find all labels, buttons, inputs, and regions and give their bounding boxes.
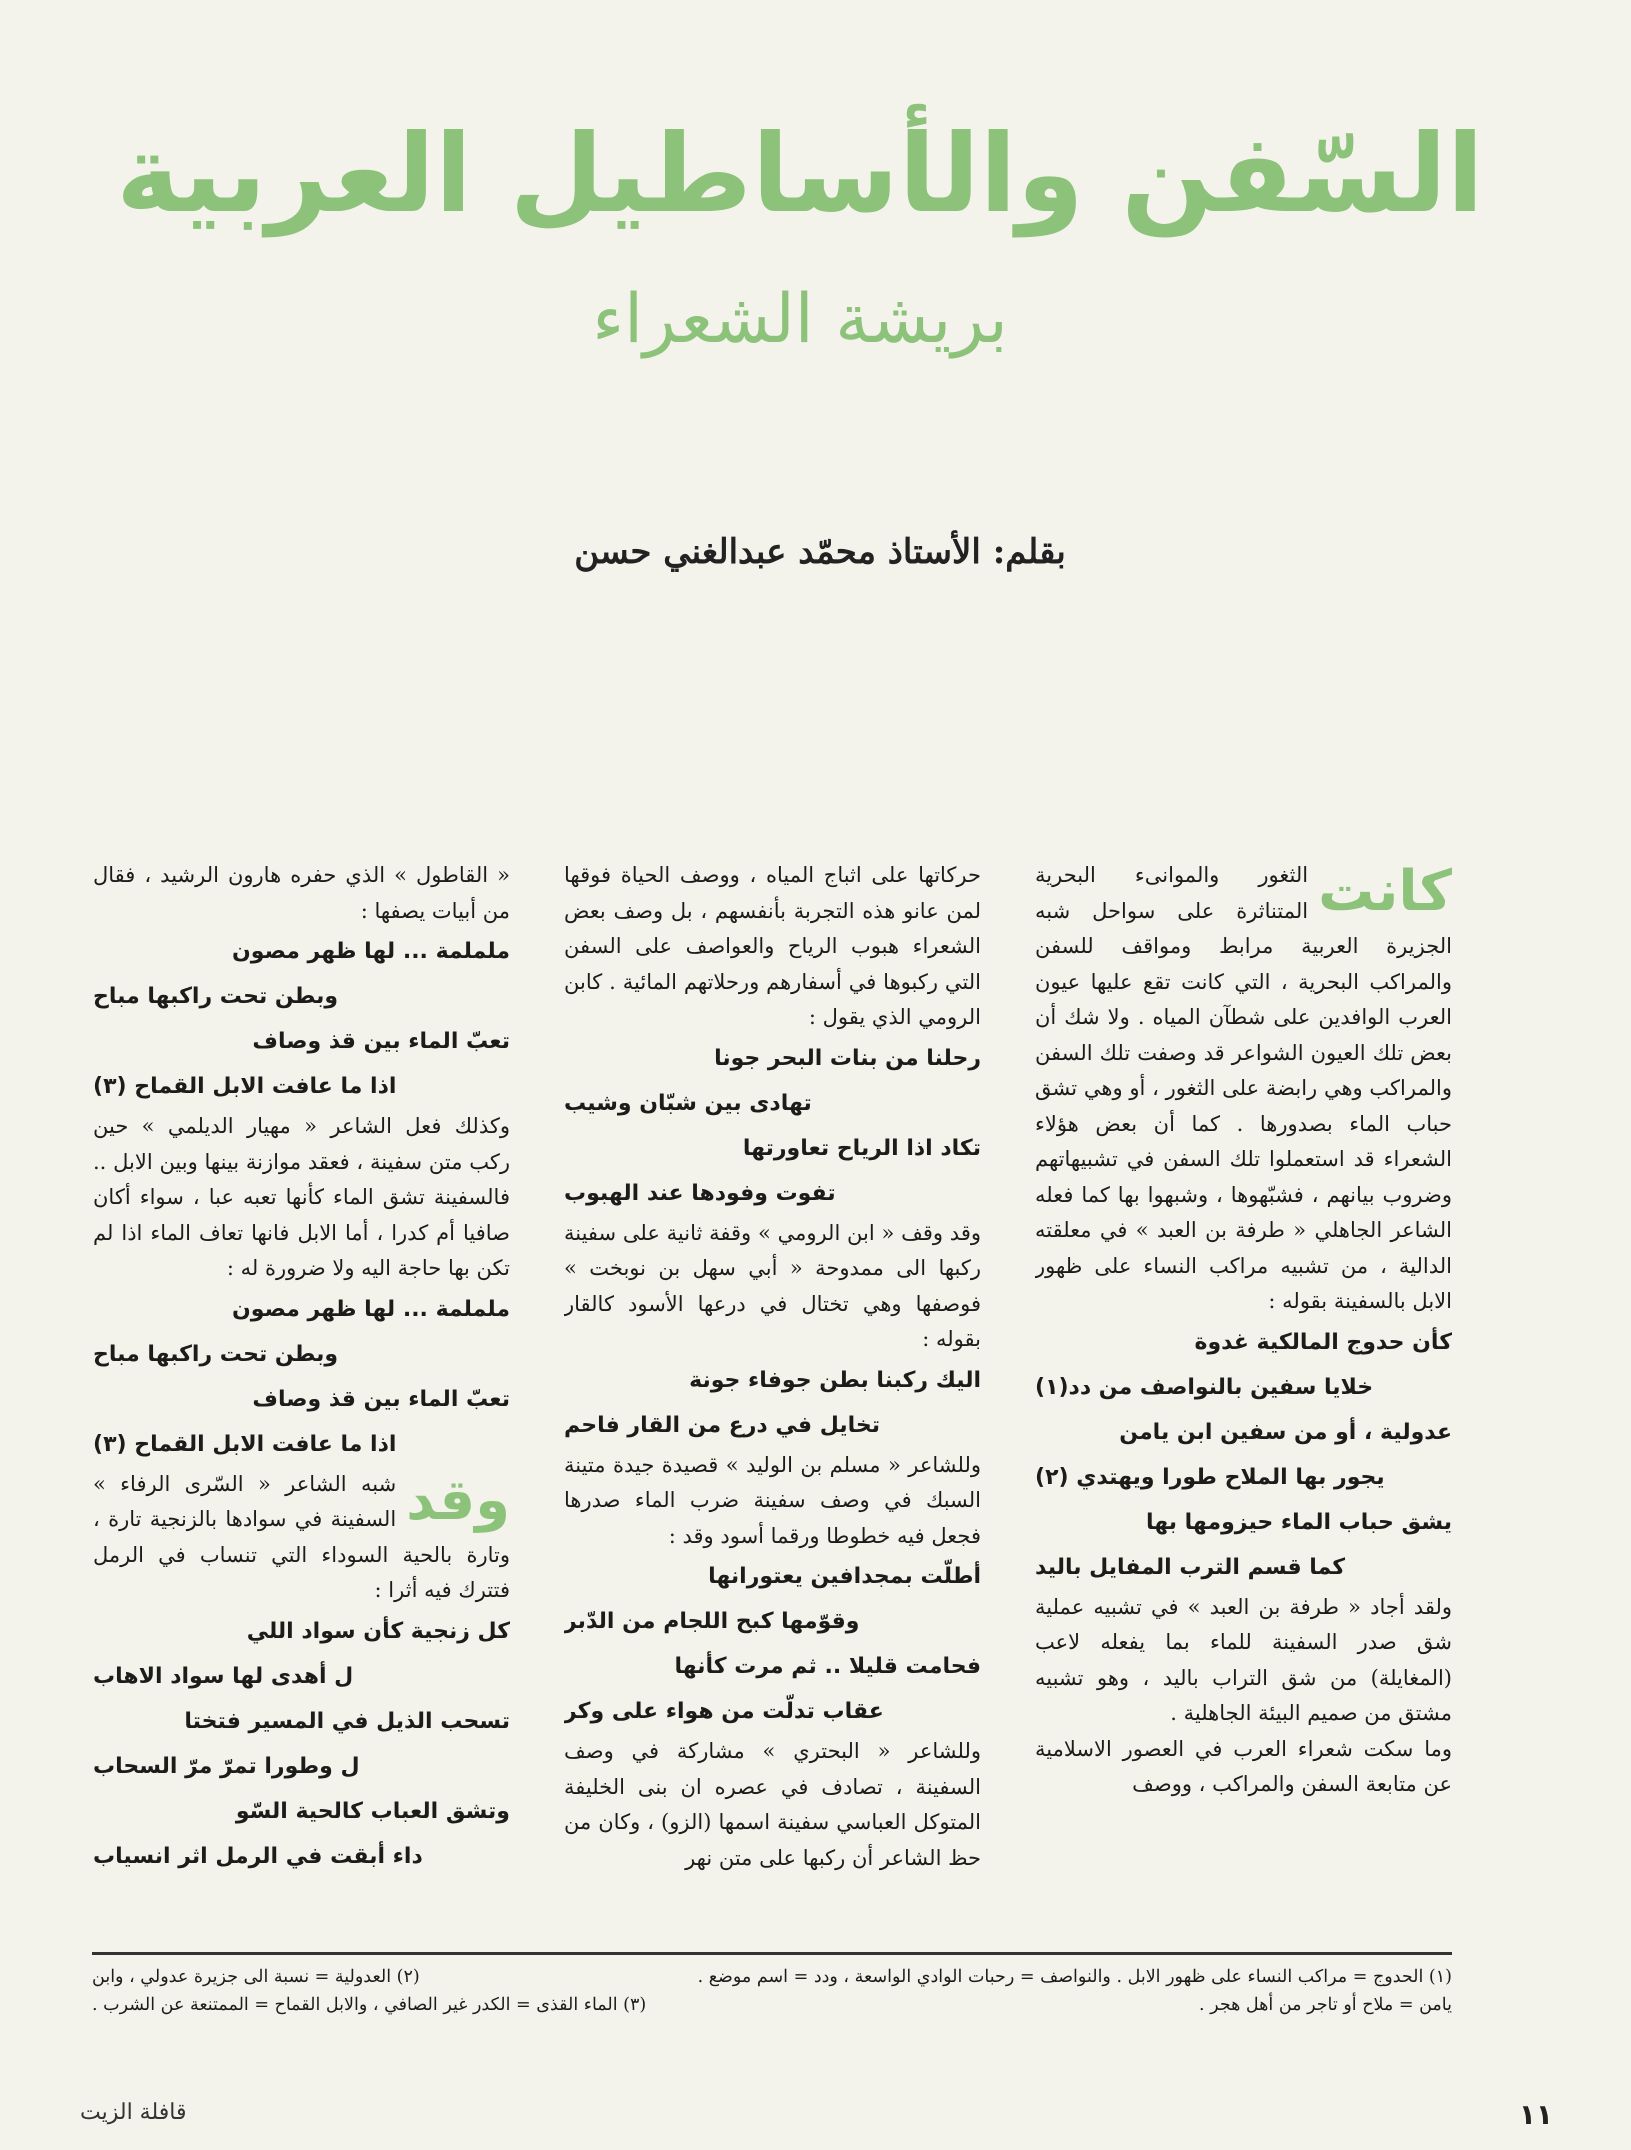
verse-line: كأن حدوج المالكية غدوة [1194,1329,1452,1355]
verse-line: ململمة ... لها ظهر مصون [232,939,510,964]
verse-line: أطلّت بمجدافين يعتورانها [708,1564,981,1589]
paragraph: وقد وقف « ابن الرومي » وقفة ثانية على سفينة ركبها الى ممدوحة « أبي سهل بن نوبخت » فوصفها وهي تختال في درعها الأسود كالقار بقوله : [564,1220,981,1351]
verse-line: تعبّ الماء بين قذ وصاف [252,1029,510,1054]
verse-line: خلايا سفين بالنواصف من دد(١) [1035,1374,1374,1400]
paragraph: ولقد أجاد « طرفة بن العبد » في تشبيه عملية شق صدر السفينة للماء بما يفعله لاعب (المغايلة) من شق التراب باليد ، وهو تشبيه مشتق من صميم البيئة الجاهلية . [1035,1594,1452,1725]
verse-line: تكاد اذا الرياح تعاورتها [742,1135,981,1161]
verse-line: وتشق العباب كالحية السّو [235,1798,510,1824]
footnote-divider [92,1952,1452,1955]
verse-line: عدولية ، أو من سفين ابن يامن [1119,1419,1452,1445]
verse-line: وبطن تحت راكبها مباح [93,984,339,1009]
column-3 [93,858,510,1943]
author-byline: بقلم: الأستاذ محمّد عبدالغني حسن [574,532,1066,572]
dropcap-waqad: وقد [406,1467,510,1533]
verse-line: اذا ما عافت الابل القماح (٣) [93,1074,397,1099]
dropcap-kanat: كانت [1318,859,1452,924]
verse-line: تفوت وفودها عند الهبوب [564,1180,836,1206]
footnote-2: (٢) العدولية = نسبة الى جزيرة عدولي ، وابن [92,1967,420,1987]
column-1 [1035,858,1452,1943]
paragraph: وما سكت شعراء العرب في العصور الاسلامية عن متابعة السفن والمراكب ، ووصف [1035,1736,1452,1796]
verse-line: وبطن تحت راكبها مباح [93,1341,339,1367]
article-title: السّفن والأساطيل العربية [116,112,1484,237]
verse-line: كما قسم الترب المفايل باليد [1035,1554,1346,1580]
paragraph: الثغور والموانىء البحرية المتناثرة على سواحل شبه الجزيرة العربية مرابط ومواقف للسفن والمراكب البحرية ، التي كانت تقع عليها عيون العرب الوافدين على شطآن المياه . ولا شك أن بعض تلك العيون الشواعر قد وصفت تلك السفن والمراكب وهي رابضة على الثغور ، أو وهي تشق حباب الماء بصدورها . كما أن بعض هؤلاء الشعراء قد استعملوا تلك السفن في تشبيهاتهم وضروب بيانهم ، فشبّهوها ، وشبهوا بها كما فعله الشاعر الجاهلي « طرفة بن العبد » في معلقته الدالية ، من تشبيه مراكب النساء على ظهور الابل بالسفينة بقوله : [1035,863,1452,1313]
verse-line: وقوّمها كبح اللجام من الدّبر [564,1609,860,1634]
verse-line: تهادى بين شبّان وشيب [564,1090,812,1116]
verse-line: داء أبقت في الرمل اثر انسياب [93,1843,423,1869]
verse-line: تخايل في درع من القار فاحم [564,1412,880,1438]
verse-line: ململمة ... لها ظهر مصون [232,1296,510,1322]
article-subtitle: بريشة الشعراء [592,280,1008,359]
page-number: ١١ [1518,2098,1553,2131]
footnote-2-continued: يامن = ملاح أو تاجر من أهل هجر . [1199,1995,1452,2015]
verse-line: تسحب الذيل في المسير فتختا [184,1708,510,1734]
verse-line: اذا ما عافت الابل القماح (٣) [93,1431,397,1457]
footnotes [92,1963,1452,2048]
paragraph: « القاطول » الذي حفره هارون الرشيد ، فقال من أبيات يصفها : [93,863,510,923]
paragraph: وللشاعر « البحتري » مشاركة في وصف السفينة ، تصادف في عصره ان بنى الخليفة المتوكل العباسي سفينة اسمها (الزو) ، وكان من حظ الشاعر أن ركبها على متن نهر [564,1739,981,1870]
article-body [92,858,1452,1943]
verse-line: ل وطورا تمرّ مرّ السحاب [93,1753,360,1779]
footnote-1: (١) الحدوج = مراكب النساء على ظهور الابل . والنواصف = رحبات الوادي الواسعة ، ودد = اسم موضع . [697,1967,1452,1987]
footnote-3: (٣) الماء القذى = الكدر غير الصافي ، والابل القماح = الممتنعة عن الشرب . [92,1995,647,2015]
verse-line: تعبّ الماء بين قذ وصاف [252,1386,510,1412]
paragraph: شبه الشاعر « السّرى الرفاء » السفينة في سوادها بالزنجية تارة ، وتارة بالحية السوداء التي تنساب في الرمل فتترك فيه أثرا : [93,1471,510,1602]
column-2 [564,858,981,1943]
paragraph: وللشاعر « مسلم بن الوليد » قصيدة جيدة متينة السبك في وصف سفينة ضرب الماء صدرها فجعل فيه خطوطا ورقما أسود وقد : [564,1452,981,1548]
verse-line: ل أهدى لها سواد الاهاب [93,1663,354,1689]
footnote-row [92,1991,1452,2019]
paragraph: حركاتها على اثباج المياه ، ووصف الحياة فوقها لمن عانو هذه التجربة بأنفسهم ، بل وصف بعض الشعراء هبوب الرياح والعواصف على السفن التي ركبوها في أسفارهم ورحلاتهم المائية . كابن الرومي الذي يقول : [564,863,981,1029]
verse-line: يجور بها الملاح طورا ويهتدي (٢) [1035,1464,1385,1490]
verse-line: عقاب تدلّت من هواء على وكر [564,1699,884,1724]
paragraph: وكذلك فعل الشاعر « مهيار الديلمي » حين ركب متن سفينة ، فعقد موازنة بينها وبين الابل .. فالسفينة تشق الماء كأنها تعبه عبا ، سواء أكان صافيا أم كدرا ، أما الابل فانها تعاف الماء اذا لم تكن بها حاجة اليه ولا ضرورة له : [93,1114,510,1280]
footnote-row [92,1963,1452,1991]
verse-line: كل زنجية كأن سواد اللي [246,1618,510,1644]
verse-line: اليك ركبنا بطن جوفاء جونة [689,1367,981,1393]
verse-line: يشق حباب الماء حيزومها بها [1145,1509,1452,1535]
magazine-name: قافلة الزيت [80,2100,187,2125]
verse-line: فحامت قليلا .. ثم مرت كأنها [674,1654,981,1679]
verse-line: رحلنا من بنات البحر جونا [714,1045,981,1071]
